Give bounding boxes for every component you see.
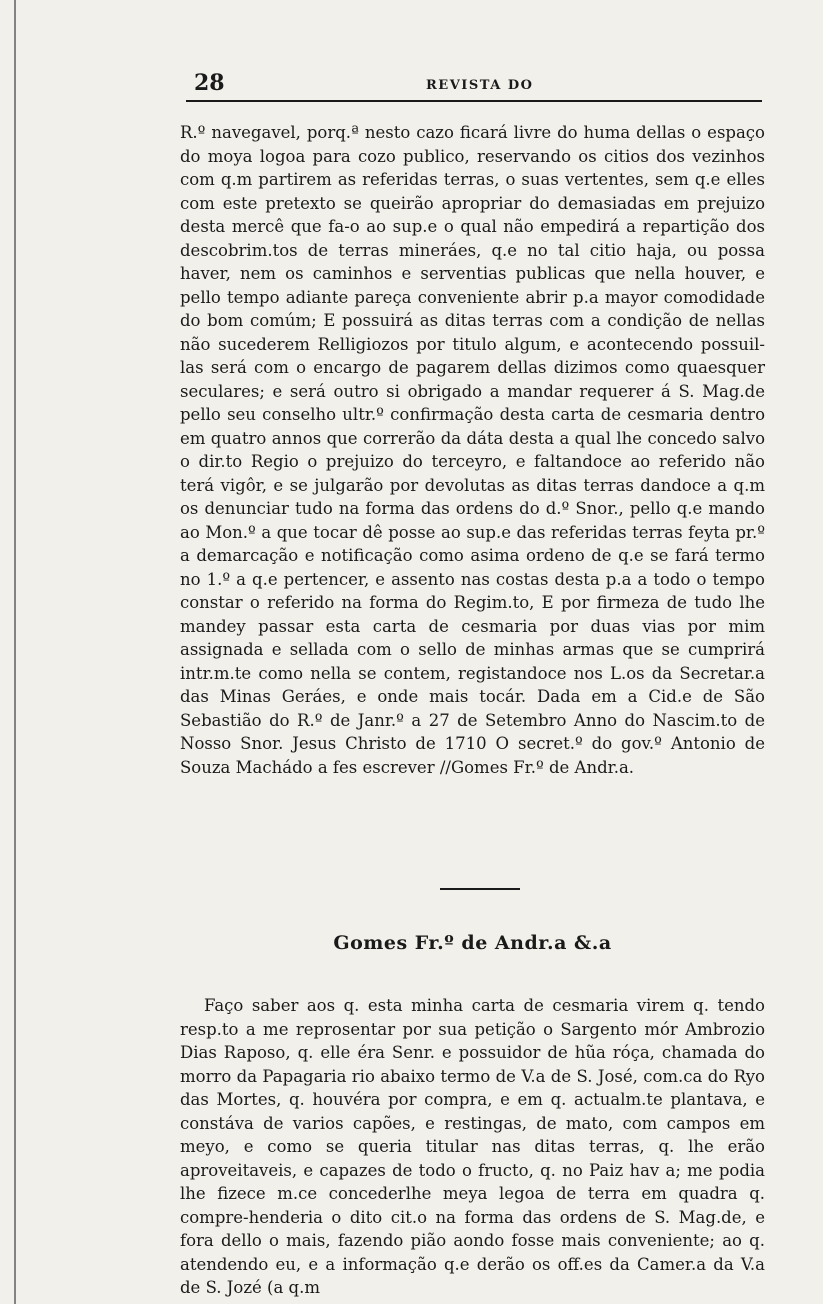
document-1-paragraph: R.º navegavel, porq.ª nesto cazo ficará livre do huma dellas o espaço do moya logoa para cozo publico, reservando os citios dos vezinhos com q.m partirem as referidas terras, o suas vertentes, sem q.e elles com este pretexto se queirão apropriar do demasiadas em prejuizo desta mercê que fa-o ao sup.e o qual não empedirá a repartição dos descobrim.tos de terras mineráes, q.e no tal citio haja, ou possa haver, nem os caminhos e serventias publicas que nella houver, e pello tempo adiante pareça conveniente abrir p.a mayor comodidade do bom comúm; E possuirá as ditas terras com a condição de nellas não sucederem Relligiozos por titulo algum, e acontecendo possuil-las será com o encargo de pagarem dellas dizimos como quaesquer seculares; e será outro si obrigado a mandar requerer á S. Mag.de pello seu conselho ultr.º confirmação desta carta de cesmaria dentro em quatro annos que correrão da dáta desta a qual lhe concedo salvo o dir.to Regio o prejuizo do terceyro, e faltandoce ao referido não terá vigôr, e se julgarão por devolutas as ditas terras dandoce a q.m os denunciar tudo na forma das ordens do d.º Snor., pello q.e mando ao Mon.º a que tocar dê posse ao sup.e das referidas terras feyta pr.º a demarcação e notificação como asima ordeno de q.e se fará termo no 1.º a q.e pertencer, e assento nas costas desta p.a a todo o tempo constar o referido na forma do Regim.to, E por firmeza de tudo lhe mandey passar esta carta de cesmaria por duas vias por mim assignada e sellada com o sello de minhas armas que se cumprirá intr.m.te como nella se contem, registandoce nos L.os da Secretar.a das Minas Geráes, e onde mais tocár. Dada em a Cid.e de São Sebastião do R.º de Janr.º a 27 de Setembro Anno do Nascim.to de Nosso Snor. Jesus Christo de 1710 O secret.º do gov.º Antonio de Souza Machádo a fes escrever //Gomes Fr.º de Andr.a. <box>180 123 765 777</box>
document-2-paragraph: Faço saber aos q. esta minha carta de cesmaria virem q. tendo resp.to a me reprosentar por sua petição o Sargento mór Ambrozio Dias Raposo, q. elle éra Senr. e possuidor de hũa róça, chamada do morro da Papagaria rio abaixo termo de V.a de S. José, com.ca do Ryo das Mortes, q. houvéra por compra, e em q. actualm.te plantava, e constáva de varios capões, e restingas, de mato, com campos em meyo, e como se queria titular nas ditas terras, q. lhe erão aproveitaveis, e capazes de todo o fructo, q. no Paiz hav a; me podia lhe fizece m.ce concederlhe meya legoa de terra em quadra q. compre-henderia o dito cit.o na forma das ordens de S. Mag.de, e fora dello o mais, fazendo pião aondo fosse mais conveniente; ao q. atendendo eu, e a informação q.e derão os off.es da Camer.a da V.a de S. Jozé (a q.m <box>180 996 765 1297</box>
header-rule <box>186 100 762 102</box>
page-header <box>190 62 760 102</box>
page-number: 28 <box>194 70 225 96</box>
document-1-body <box>180 121 765 779</box>
section-divider <box>440 888 520 890</box>
section-heading: Gomes Fr.º de Andr.a &.a <box>333 932 612 954</box>
running-head: REVISTA DO <box>426 78 534 93</box>
binding-edge-line <box>14 0 16 1304</box>
document-2-body <box>180 994 765 1300</box>
